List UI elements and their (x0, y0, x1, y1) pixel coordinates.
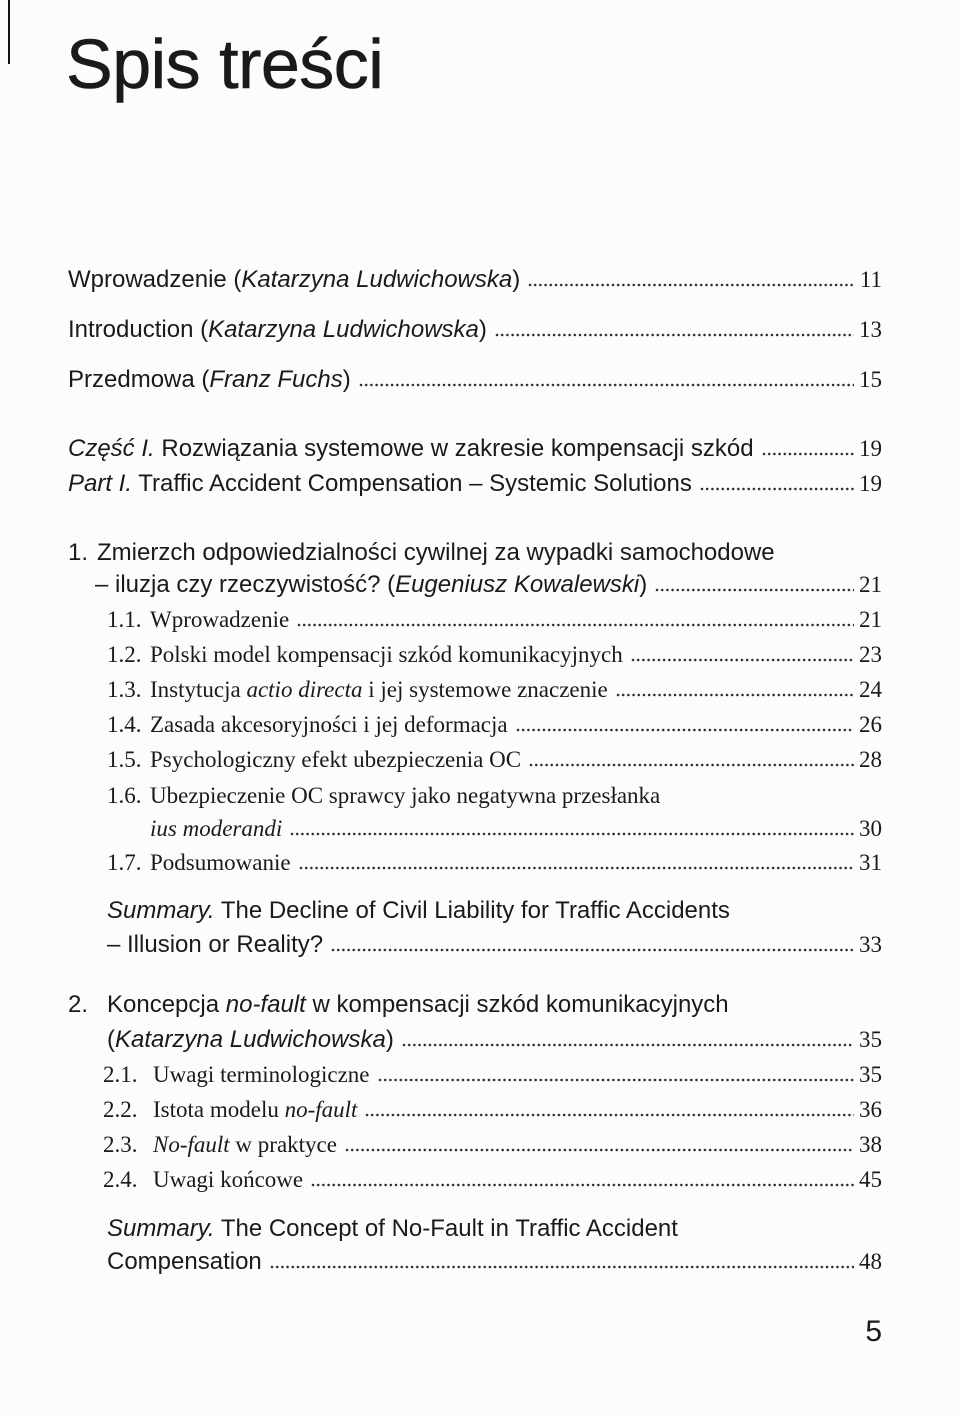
entry-title-text: The Decline of Civil Liability for Traffic Accidents (214, 897, 730, 924)
entry-title (107, 989, 729, 1021)
toc-entry-part-en (68, 468, 882, 500)
page-ref: 13 (859, 317, 882, 342)
section-number: 2.1. (103, 1062, 138, 1087)
toc-chapter-2-line-1 (68, 989, 882, 1021)
page-title: Spis treści (66, 25, 384, 103)
entry-author: Franz Fuchs (209, 366, 343, 393)
entry-title (68, 468, 692, 500)
entry-title (68, 264, 520, 296)
toc-section-1-3 (107, 674, 882, 706)
entry-title-text: Podsumowanie (150, 850, 291, 875)
dot-leader (297, 623, 854, 627)
toc-entry-przedmowa (68, 364, 882, 396)
dot-leader (345, 1148, 854, 1152)
entry-title-text: Introduction ( (68, 316, 209, 343)
entry-title-text: ) (385, 1026, 394, 1053)
entry-emphasis: no-fault (284, 1097, 358, 1122)
summary-label: Summary. (107, 897, 215, 924)
entry-emphasis: actio directa (246, 677, 363, 702)
entry-title-text: Ubezpieczenie OC sprawcy jako negatywna przesłanka (150, 783, 661, 808)
toc-section-1-5 (107, 744, 882, 776)
dot-leader (516, 728, 854, 732)
toc-summary-2-line-1 (107, 1213, 882, 1245)
dot-leader (290, 832, 854, 836)
section-number: 1.3. (107, 677, 142, 702)
entry-title-text: Instytucja (150, 677, 247, 702)
page-ref: 35 (859, 1027, 882, 1052)
section-number: 2.4. (103, 1167, 138, 1192)
page-ref: 30 (859, 816, 882, 841)
entry-title-text: Compensation (107, 1248, 262, 1275)
entry-author: Katarzyna Ludwichowska (208, 316, 479, 343)
entry-title-text: Zmierzch odpowiedzialności cywilnej za wypadki samochodowe (97, 539, 775, 566)
section-number: 1.4. (107, 712, 142, 737)
dot-leader (311, 1183, 854, 1187)
entry-title-text: ( (107, 1026, 115, 1053)
entry-author: Eugeniusz Kowalewski (395, 571, 640, 598)
entry-title-text: Wprowadzenie (150, 607, 290, 632)
dot-leader (270, 1265, 854, 1269)
page-ref: 48 (859, 1249, 882, 1274)
toc-section-2-3 (103, 1129, 882, 1161)
section-number: 1.7. (107, 850, 142, 875)
page-ref: 19 (859, 436, 882, 461)
toc-chapter-1-line-1 (68, 537, 882, 569)
entry-title (68, 314, 487, 346)
entry-title-text: ) (512, 266, 521, 293)
entry-title (107, 1024, 394, 1056)
toc-section-1-1 (107, 604, 882, 636)
page-ref: 21 (859, 607, 882, 632)
entry-author: Katarzyna Ludwichowska (241, 266, 513, 293)
entry-title-text: Traffic Accident Compensation – Systemic Solutions (132, 470, 692, 497)
page-ref: 19 (859, 471, 882, 496)
toc-entry-part-pl (68, 433, 882, 465)
dot-leader (700, 487, 854, 491)
entry-title-text: Koncepcja (107, 991, 226, 1018)
entry-title (95, 569, 647, 601)
toc-section-1-7 (107, 847, 882, 879)
dot-leader (762, 452, 854, 456)
toc-section-1-6-line-2 (150, 813, 882, 845)
toc-section-1-6-line-1 (107, 780, 882, 812)
dot-leader (529, 763, 854, 767)
entry-title (107, 1213, 678, 1245)
page-number: 5 (865, 1315, 882, 1348)
page-ref: 24 (859, 677, 882, 702)
scan-edge-artifact (8, 0, 10, 64)
entry-title-text: ) (478, 316, 487, 343)
entry-title-text: w kompensacji szkód komunikacyjnych (305, 991, 729, 1018)
dot-leader (359, 383, 854, 387)
page-ref: 38 (859, 1132, 882, 1157)
part-label: Część I. (68, 435, 155, 462)
entry-title-text: Polski model kompensacji szkód komunikacyjnych (150, 642, 623, 667)
section-number: 1.5. (107, 747, 142, 772)
entry-title-text: Wprowadzenie ( (68, 266, 242, 293)
toc-chapter-1-line-2 (95, 569, 882, 601)
part-label: Part I. (68, 470, 133, 497)
entry-title-text: – Illusion or Reality? (107, 931, 324, 958)
toc-summary-1-line-1 (107, 895, 882, 927)
dot-leader (655, 588, 854, 592)
dot-leader (331, 948, 854, 952)
entry-emphasis: No-fault (153, 1132, 230, 1157)
entry-title-text: Uwagi końcowe (153, 1167, 304, 1192)
dot-leader (528, 283, 855, 287)
entry-title-text: Uwagi terminologiczne (153, 1062, 370, 1087)
entry-title-text: The Concept of No-Fault in Traffic Accident (214, 1215, 678, 1242)
page-ref: 45 (859, 1167, 882, 1192)
toc-chapter-2-line-2 (107, 1024, 882, 1056)
chapter-number: 1. (68, 539, 89, 566)
entry-title-text: Psychologiczny efekt ubezpieczenia OC (150, 747, 522, 772)
entry-title (150, 674, 608, 706)
dot-leader (299, 866, 854, 870)
page-ref: 11 (859, 267, 882, 292)
toc-entry-introduction (68, 314, 882, 346)
entry-title-text: Istota modelu (153, 1097, 285, 1122)
page-ref: 28 (859, 747, 882, 772)
entry-emphasis: ius moderandi (150, 816, 283, 841)
summary-label: Summary. (107, 1215, 215, 1242)
toc-section-2-2 (103, 1094, 882, 1126)
entry-emphasis: no-fault (225, 991, 306, 1018)
entry-title (68, 433, 754, 465)
page-ref: 26 (859, 712, 882, 737)
chapter-number: 2. (68, 991, 89, 1018)
toc-entry-wprowadzenie (68, 264, 882, 296)
dot-leader (495, 333, 854, 337)
section-number: 1.6. (107, 783, 142, 808)
entry-title-text: Rozwiązania systemowe w zakresie kompensacji szkód (154, 435, 754, 462)
entry-title-text: ) (342, 366, 351, 393)
page-ref: 33 (859, 932, 882, 957)
entry-title-text: – iluzja czy rzeczywistość? ( (95, 571, 396, 598)
entry-title-text: Przedmowa ( (68, 366, 210, 393)
entry-title-text: ) (639, 571, 648, 598)
dot-leader (631, 658, 854, 662)
page-ref: 31 (859, 850, 882, 875)
section-number: 1.1. (107, 607, 142, 632)
page-ref: 23 (859, 642, 882, 667)
toc-section-1-4 (107, 709, 882, 741)
toc-section-1-2 (107, 639, 882, 671)
entry-title-text: Zasada akcesoryjności i jej deformacja (150, 712, 508, 737)
section-number: 1.2. (107, 642, 142, 667)
dot-leader (378, 1078, 854, 1082)
dot-leader (402, 1043, 854, 1047)
toc-summary-1-line-2 (107, 929, 882, 961)
page-ref: 21 (859, 572, 882, 597)
entry-title (68, 364, 351, 396)
dot-leader (365, 1113, 854, 1117)
section-number: 2.2. (103, 1097, 138, 1122)
page-ref: 15 (859, 367, 882, 392)
entry-title (107, 895, 730, 927)
toc-summary-2-line-2 (107, 1246, 882, 1278)
toc-section-2-4 (103, 1164, 882, 1196)
page-ref: 36 (859, 1097, 882, 1122)
page-ref: 35 (859, 1062, 882, 1087)
dot-leader (616, 693, 854, 697)
entry-title-text: w praktyce (229, 1132, 337, 1157)
entry-title (153, 1129, 337, 1161)
entry-author: Katarzyna Ludwichowska (115, 1026, 386, 1053)
entry-title-text: i jej systemowe znaczenie (362, 677, 608, 702)
section-number: 2.3. (103, 1132, 138, 1157)
entry-title (153, 1094, 357, 1126)
toc-section-2-1 (103, 1059, 882, 1091)
